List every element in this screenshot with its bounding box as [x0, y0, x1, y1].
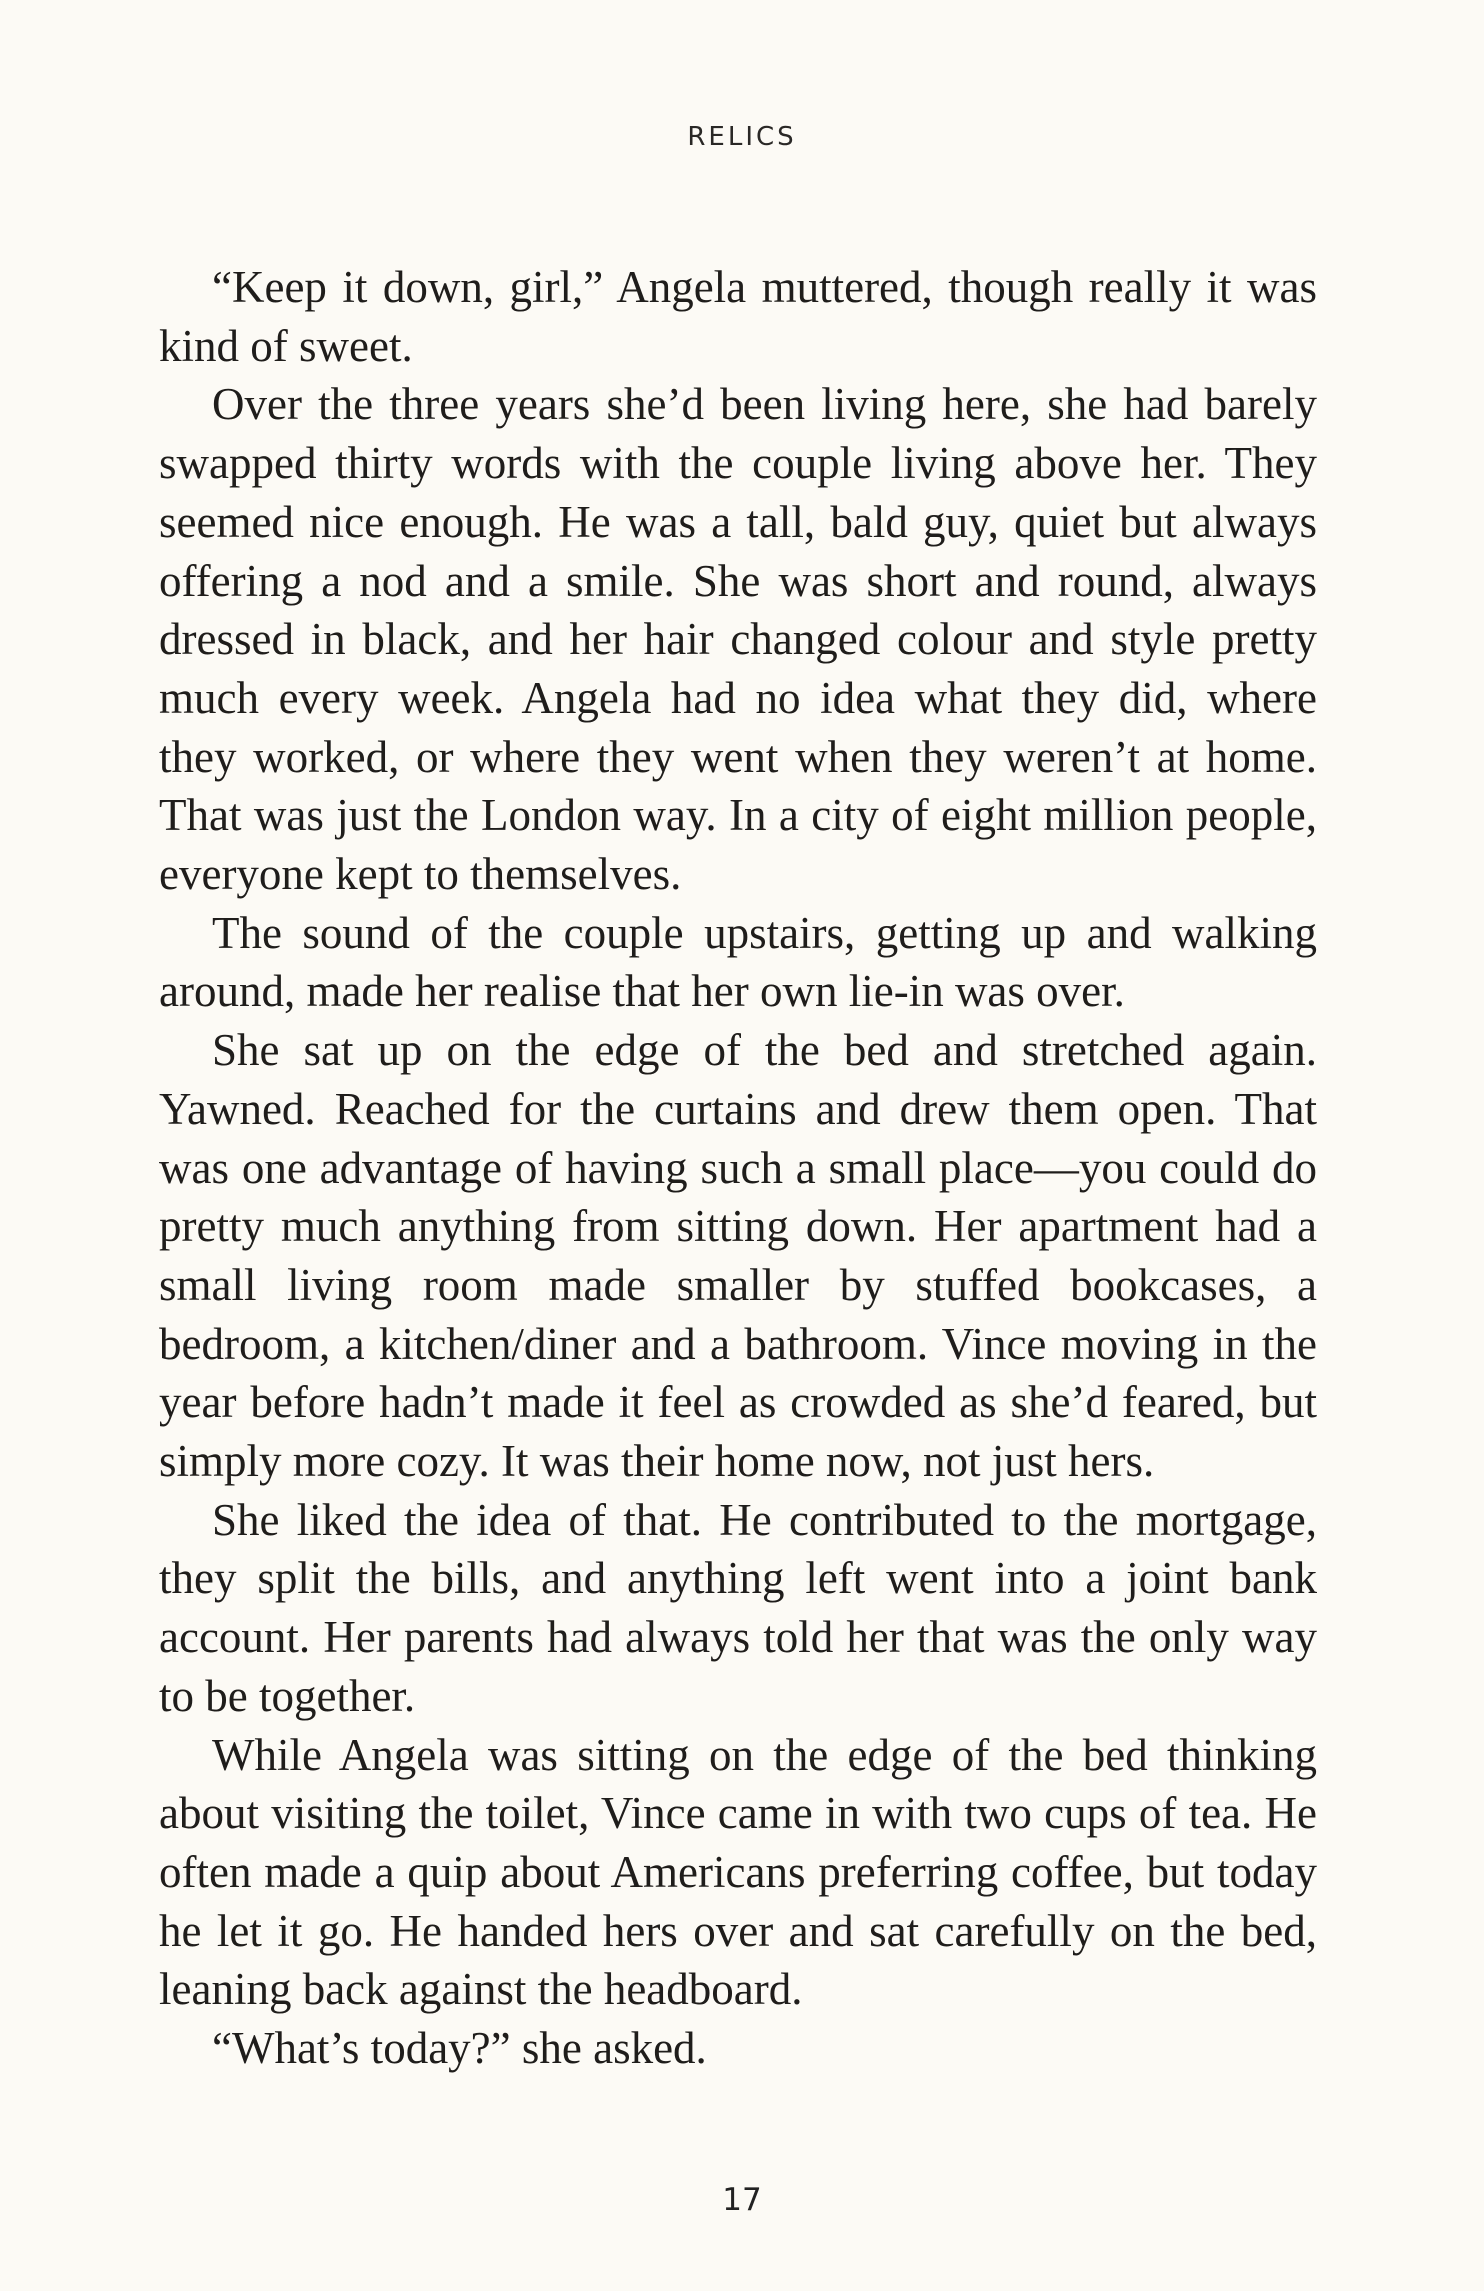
body-text	[159, 258, 1317, 2078]
paragraph-4: She sat up on the edge of the bed and stretched again. Yawned. Reached for the curtains and drew them open. That was one advantage of having such a small place—you could do pretty much anything from sitting down. Her apartment had a small living room made smaller by stuffed bookcases, a bedroom, a kitchen/diner and a bathroom. Vince moving in the year before hadn’t made it feel as crowded as she’d feared, but simply more cozy. It was their home now, not just hers.	[159, 1025, 1317, 1487]
running-title: RELICS	[687, 122, 797, 152]
paragraph-5: She liked the idea of that. He contributed to the mortgage, they split the bills, and anything left went into a joint bank account. Her parents had always told her that was the only way to be together.	[159, 1494, 1317, 1721]
paragraph-1: “Keep it down, girl,” Angela muttered, though really it was kind of sweet.	[159, 262, 1317, 371]
page-number: 17	[722, 2182, 762, 2218]
paragraph-2: Over the three years she’d been living here, she had barely swapped thirty words with the couple living above her. They seemed nice enough. He was a tall, bald guy, quiet but always offering a nod and a smile. She was short and round, always dressed in black, and her hair changed colour and style pretty much every week. Angela had no idea what they did, where they worked, or where they went when they weren’t at home. That was just the London way. In a city of eight million people, everyone kept to themselves.	[159, 379, 1317, 900]
paragraph-7: “What’s today?” she asked.	[212, 2023, 707, 2074]
paragraph-3: The sound of the couple upstairs, getting up and walking around, made her realise that her own lie-in was over.	[159, 907, 1317, 1017]
paragraph-6: While Angela was sitting on the edge of the bed thinking about visiting the toilet, Vince came in with two cups of tea. He often made a quip about Americans preferring coffee, but today he let it go. He handed hers over and sat carefully on the bed, leaning back against the headboard.	[159, 1729, 1317, 2015]
